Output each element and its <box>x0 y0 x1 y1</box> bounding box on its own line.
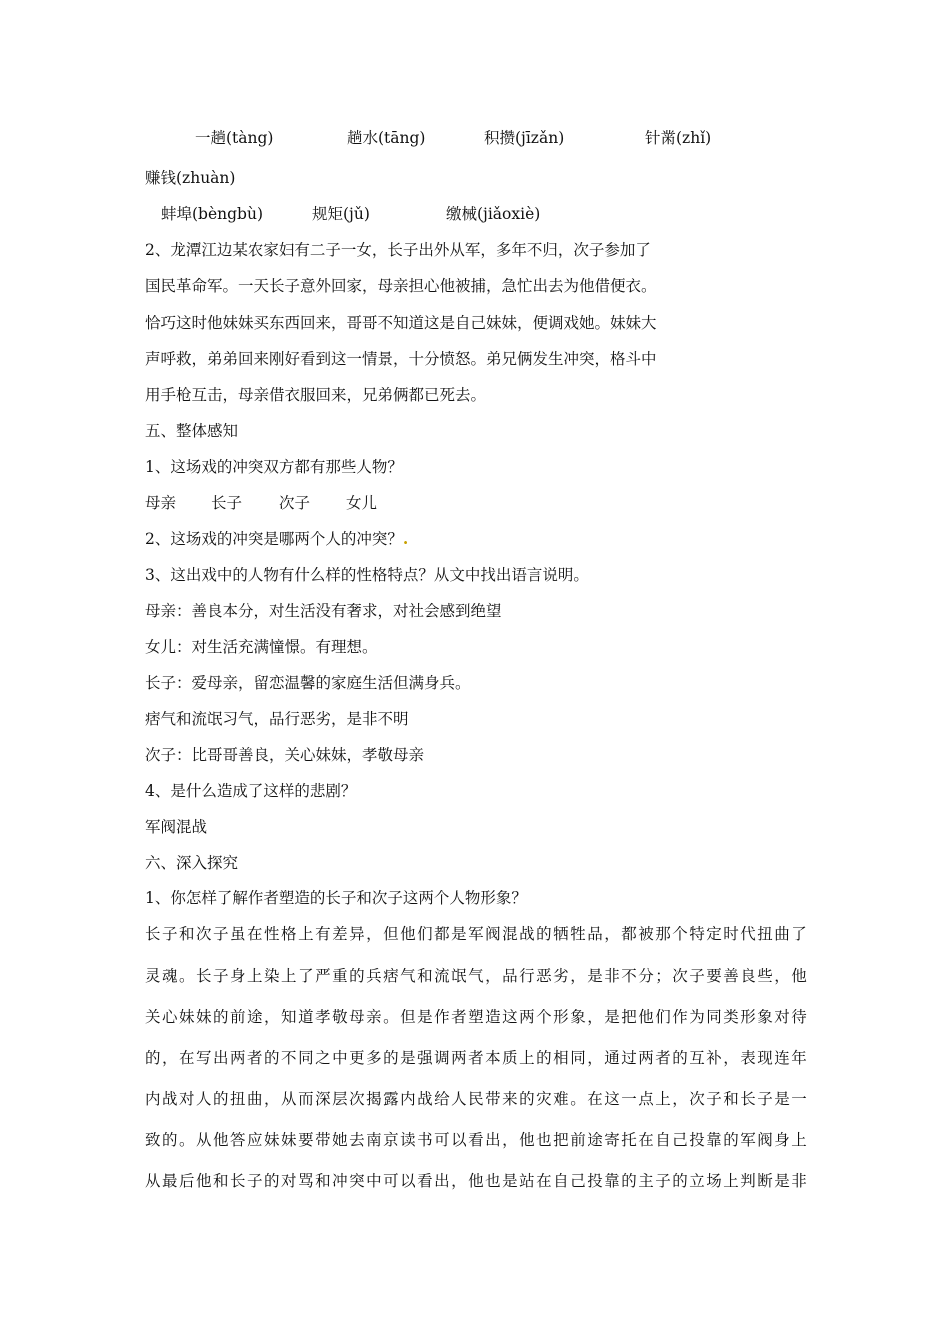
character-name: 女儿 <box>346 494 378 512</box>
paragraph-line: 关心妹妹的前途，知道孝敬母亲。但是作者塑造这两个形象，是把他们作为同类形象对待 <box>145 1008 807 1026</box>
trait-line: 女儿：对生活充满憧憬。有理想。 <box>145 638 378 656</box>
pinyin-item: 规矩(jǔ) <box>312 205 370 223</box>
answer: 军阀混战 <box>145 818 208 836</box>
question-text: 2、这场戏的冲突是哪两个人的冲突？ <box>145 530 403 548</box>
question <box>145 529 408 549</box>
story-line: 恰巧这时他妹妹买东西回来，哥哥不知道这是自己妹妹，便调戏她。妹妹大 <box>145 314 657 332</box>
character-name: 母亲 <box>145 494 177 512</box>
stray-mark: . <box>402 529 409 548</box>
story-line: 2、龙潭江边某农家妇有二子一女，长子出外从军，多年不归，次子参加了 <box>145 241 651 259</box>
question: 1、这场戏的冲突双方都有那些人物？ <box>145 458 403 476</box>
paragraph-line: 的，在写出两者的不同之中更多的是强调两者本质上的相同，通过两者的互补，表现连年 <box>145 1049 807 1067</box>
character-name: 长子 <box>211 494 243 512</box>
pinyin-item: 一趟(tàng) <box>195 129 274 147</box>
section-heading: 六、深入探究 <box>145 854 239 872</box>
pinyin-item: 趟水(tāng) <box>347 129 426 147</box>
character-name: 次子 <box>279 494 311 512</box>
pinyin-item: 赚钱(zhuàn) <box>145 169 236 187</box>
story-line: 用手枪互击，母亲借衣服回来，兄弟俩都已死去。 <box>145 386 487 404</box>
question: 3、这出戏中的人物有什么样的性格特点？从文中找出语言说明。 <box>145 566 589 584</box>
trait-line: 次子：比哥哥善良，关心妹妹，孝敬母亲 <box>145 746 425 764</box>
question: 1、你怎样了解作者塑造的长子和次子这两个人物形象？ <box>145 889 527 907</box>
paragraph-line: 长子和次子虽在性格上有差异，但他们都是军阀混战的牺牲品，都被那个特定时代扭曲了 <box>145 925 807 943</box>
question: 4、是什么造成了这样的悲剧？ <box>145 782 357 800</box>
story-line: 国民革命军。一天长子意外回家，母亲担心他被捕，急忙出去为他借便衣。 <box>145 277 657 295</box>
section-heading: 五、整体感知 <box>145 422 239 440</box>
pinyin-item: 缴械(jiǎoxiè) <box>446 205 541 223</box>
paragraph-line: 致的。从他答应妹妹要带她去南京读书可以看出，他也把前途寄托在自己投靠的军阀身上 <box>145 1131 807 1149</box>
paragraph-line: 内战对人的扭曲，从而深层次揭露内战给人民带来的灾难。在这一点上，次子和长子是一 <box>145 1090 807 1108</box>
pinyin-item: 积攒(jīzǎn) <box>484 129 565 147</box>
trait-line: 长子：爱母亲，留恋温馨的家庭生活但满身兵。 <box>145 674 471 692</box>
trait-line: 痞气和流氓习气，品行恶劣，是非不明 <box>145 710 409 728</box>
paragraph-line: 从最后他和长子的对骂和冲突中可以看出，他也是站在自己投靠的主子的立场上判断是非 <box>145 1172 807 1190</box>
trait-line: 母亲：善良本分，对生活没有奢求，对社会感到绝望 <box>145 602 502 620</box>
pinyin-item: 针黹(zhǐ) <box>645 129 712 147</box>
paragraph-line: 灵魂。长子身上染上了严重的兵痞气和流氓气，品行恶劣，是非不分；次子要善良些，他 <box>145 967 807 985</box>
story-line: 声呼救，弟弟回来刚好看到这一情景，十分愤怒。弟兄俩发生冲突，格斗中 <box>145 350 657 368</box>
pinyin-item: 蚌埠(bèngbù) <box>161 205 263 223</box>
